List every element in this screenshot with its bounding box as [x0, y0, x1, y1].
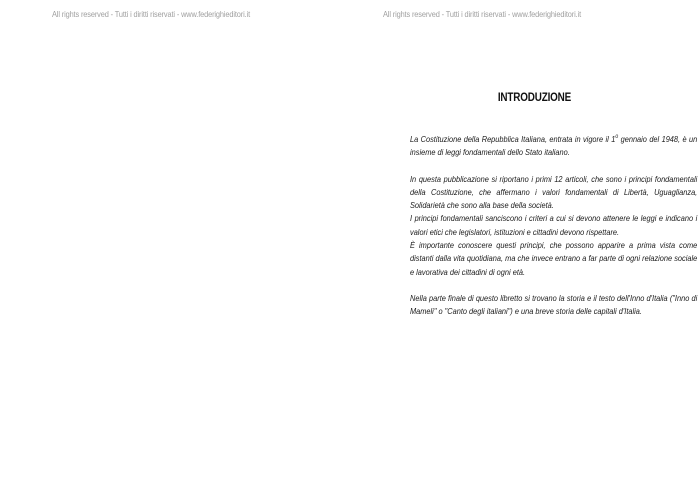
intro-paragraph-2: In questa pubblicazione si riportano i primi 12 articoli, che sono i principi fondamentali della Costituzione, che affermano i valori fondamentali di Libertà, Uguaglianza, Solidarietà che sono alla base della società.: [410, 173, 698, 211]
left-page-copyright-header: All rights reserved - Tutti i diritti riservati - www.federighieditori.it: [52, 9, 251, 19]
intro-paragraph-3: I principi fondamentali sanciscono i criteri a cui si devono attenere le leggi e indicano i valori etici che legislatori, istituzioni e cittadini devono rispettare.: [410, 213, 698, 237]
intro-paragraph-1-start: La Costituzione della Repubblica Italiana, entrata in vigore il 1: [410, 134, 616, 144]
introduction-body: [410, 133, 697, 319]
right-page-copyright-header: All rights reserved - Tutti i diritti riservati - www.federighieditori.it: [383, 9, 582, 19]
intro-paragraph-1-end: gennaio del 1948, è un insieme di leggi fondamentali dello Stato italiano.: [410, 134, 698, 158]
right-page: [350, 0, 700, 497]
ordinal-superscript: o: [615, 134, 619, 141]
page-title: INTRODUZIONE: [497, 92, 572, 104]
intro-paragraph-5: Nella parte finale di questo libretto si trovano la storia e il testo dell'Inno d'Italia ("Inno di Mameli" o "Canto degli italiani") e una breve storia delle capitali d'Italia.: [410, 292, 698, 317]
intro-paragraph-1: [410, 133, 697, 160]
intro-paragraph-4: È importante conoscere questi principi, che possono apparire a prima vista come distanti dalla vita quotidiana, ma che invece entrano a far parte di ogni relazione sociale e lavorativa dei cittadini di ogni età.: [410, 240, 698, 277]
